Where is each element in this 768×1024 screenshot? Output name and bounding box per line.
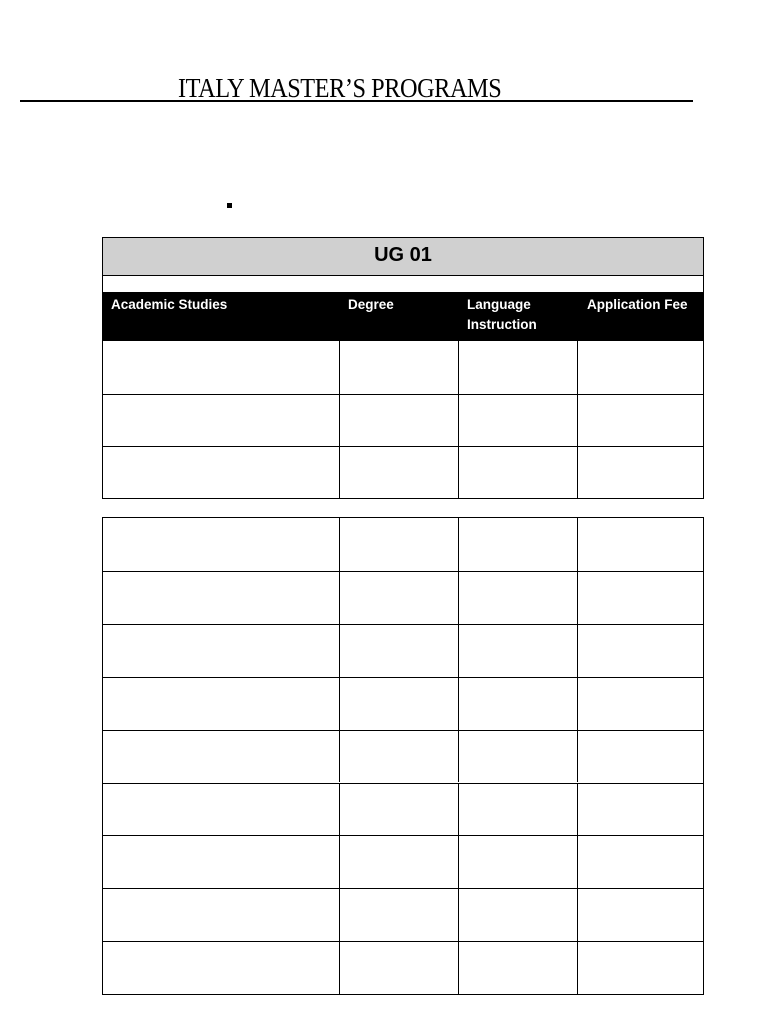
table-row — [103, 571, 703, 624]
degree-cell — [339, 678, 458, 730]
language-instruction-cell — [458, 678, 577, 730]
degree-cell — [339, 341, 458, 394]
application-fee-cell — [577, 678, 703, 730]
table-row — [103, 394, 703, 447]
section-header: UG 01 — [103, 238, 703, 276]
degree-cell — [339, 731, 458, 783]
table-row — [103, 624, 703, 677]
table-row — [103, 730, 703, 783]
academic-studies-cell — [103, 572, 339, 624]
application-fee-cell — [577, 341, 703, 394]
page-title — [20, 72, 693, 102]
language-instruction-cell — [458, 395, 577, 447]
degree-cell — [339, 518, 458, 571]
language-instruction-cell — [458, 518, 577, 571]
table-row — [103, 941, 703, 994]
degree-cell — [339, 572, 458, 624]
column-header-academic-studies: Academic Studies — [111, 297, 228, 312]
column-header-application-fee: Application Fee — [587, 297, 688, 312]
table-row — [103, 518, 703, 571]
application-fee-cell — [577, 447, 703, 499]
academic-studies-cell — [103, 784, 339, 836]
application-fee-cell — [577, 518, 703, 571]
academic-studies-cell — [103, 447, 339, 499]
academic-studies-cell — [103, 731, 339, 783]
application-fee-cell — [577, 395, 703, 447]
programs-table-top — [102, 237, 704, 499]
language-instruction-cell — [458, 731, 577, 783]
column-header-degree: Degree — [348, 297, 394, 312]
academic-studies-cell — [103, 889, 339, 941]
degree-cell — [339, 836, 458, 888]
language-instruction-cell — [458, 889, 577, 941]
language-instruction-cell — [458, 341, 577, 394]
bullet-dot — [227, 203, 232, 208]
table-row — [103, 888, 703, 941]
language-instruction-cell — [458, 784, 577, 836]
table-row — [103, 446, 703, 499]
degree-cell — [339, 942, 458, 994]
page-title-text: ITALY MASTER’S PROGRAMS — [178, 73, 502, 103]
language-instruction-cell — [458, 836, 577, 888]
degree-cell — [339, 447, 458, 499]
degree-cell — [339, 395, 458, 447]
degree-cell — [339, 889, 458, 941]
language-instruction-cell — [458, 447, 577, 499]
column-header-language-instruction: Language Instruction — [467, 297, 537, 332]
application-fee-cell — [577, 784, 703, 836]
academic-studies-cell — [103, 341, 339, 394]
application-fee-cell — [577, 836, 703, 888]
table-row — [103, 783, 703, 836]
academic-studies-cell — [103, 518, 339, 571]
application-fee-cell — [577, 731, 703, 783]
application-fee-cell — [577, 625, 703, 677]
column-header-row — [103, 292, 703, 341]
table-row — [103, 835, 703, 888]
language-instruction-cell — [458, 572, 577, 624]
academic-studies-cell — [103, 942, 339, 994]
language-instruction-cell — [458, 625, 577, 677]
language-instruction-cell — [458, 942, 577, 994]
spacer-row — [103, 276, 703, 292]
academic-studies-cell — [103, 625, 339, 677]
application-fee-cell — [577, 942, 703, 994]
application-fee-cell — [577, 572, 703, 624]
academic-studies-cell — [103, 678, 339, 730]
academic-studies-cell — [103, 836, 339, 888]
table-row — [103, 341, 703, 394]
table-row — [103, 677, 703, 730]
degree-cell — [339, 625, 458, 677]
degree-cell — [339, 784, 458, 836]
academic-studies-cell — [103, 395, 339, 447]
application-fee-cell — [577, 889, 703, 941]
programs-table-bottom — [102, 517, 704, 995]
